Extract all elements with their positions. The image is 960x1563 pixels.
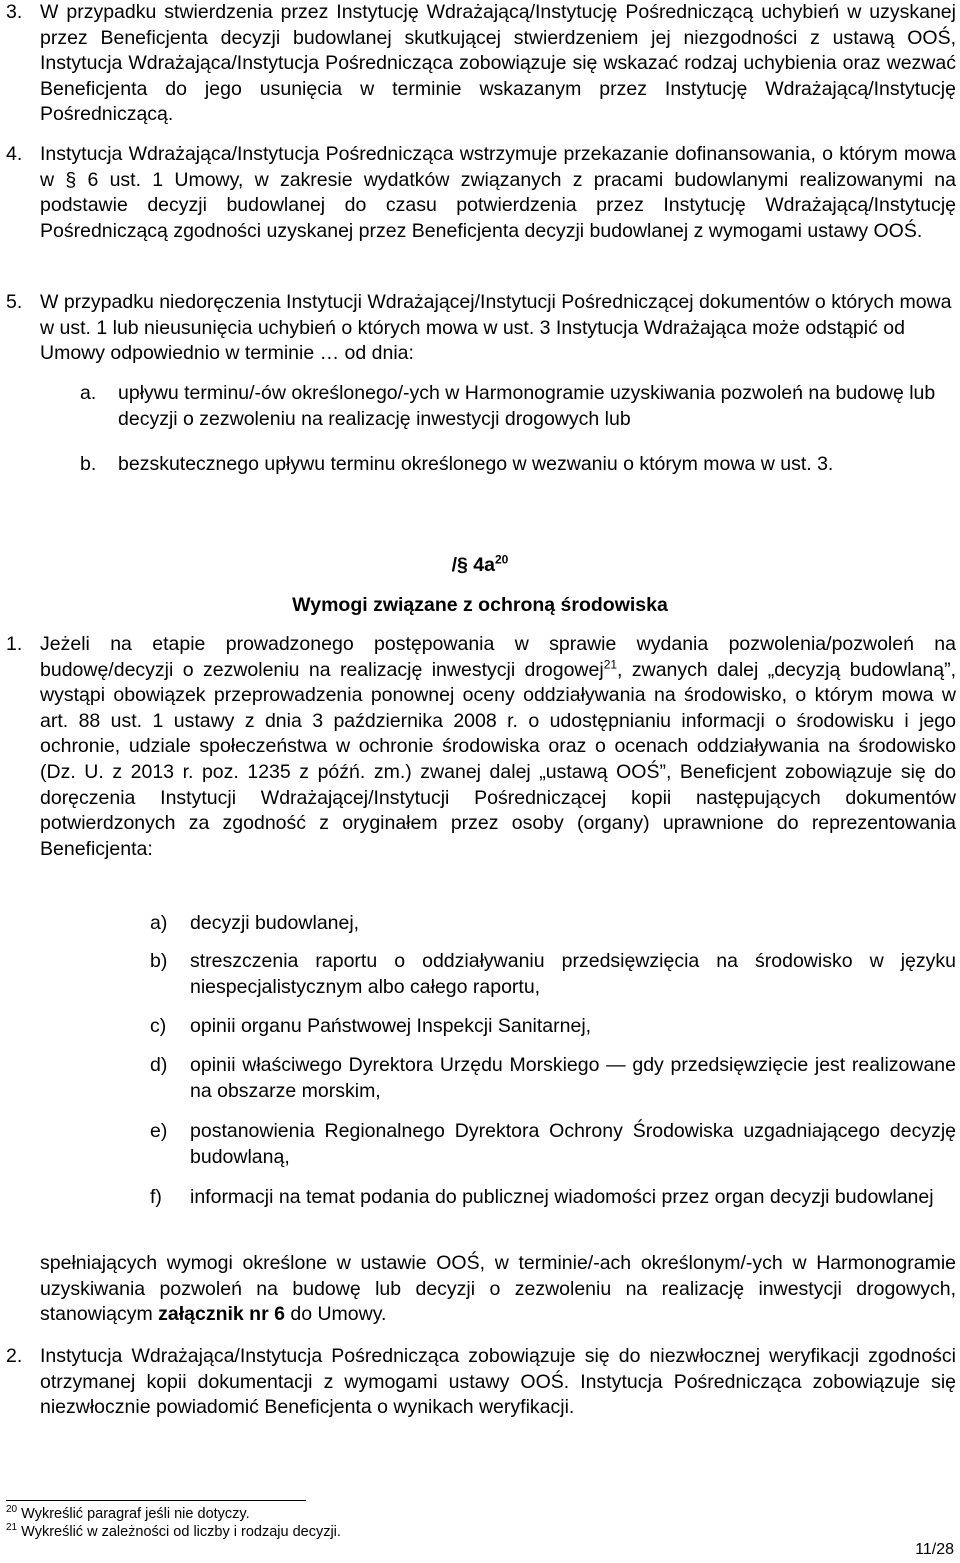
closing-paragraph bbox=[6, 1251, 956, 1328]
section-item-1 bbox=[6, 632, 956, 862]
paragraph-text: W przypadku stwierdzenia przez Instytucję Wdrażającą/Instytucję Pośredniczącą uchybień w uzyskanej przez Beneficjenta decyzji budowlanej skutkującej stwierdzeniem jej niezgodności z ustawą OOŚ, Instytucja Wdrażająca/Instytucja Pośrednicząca zobowiązuje się wskazać rodzaj uchybienia oraz wezwać Beneficjenta do jego usunięcia w terminie wskazanym przez Instytucję Wdrażającą/Instytucję Pośredniczącą. bbox=[40, 1, 956, 126]
sub-item-b bbox=[80, 452, 956, 478]
section-heading: /§ $4a^{20}$ bbox=[451, 552, 509, 576]
list-item-e: e) postanowienia Regionalnego Dyrektora Ochrony Środowiska uzgadniającego decyzję budowlaną, bbox=[150, 1120, 956, 1168]
closing-text: spełniających wymogi określone w ustawie OOŚ, w terminie/-ach określonym/-ych w Harmonogramie uzyskiwania pozwoleń na budowę lub decyzji o zezwoleniu na realizację inwestycji drogowych, stanowiącym załącznik nr 6 do Umowy. bbox=[40, 1252, 956, 1326]
paragraph-number: 4. bbox=[6, 143, 23, 165]
sub-item-text: bezskutecznego upływu terminu określonego w wezwaniu o którym mowa w ust. 3. bbox=[118, 453, 834, 475]
paragraph-text: Instytucja Wdrażająca/Instytucja Pośrednicząca zobowiązuje się do niezwłocznej weryfikacji zgodności otrzymanej kopii dokumentacji z wymogami ustawy OOŚ. Instytucja Pośrednicząca zobowiązuje się niezwłocznie powiadomić Beneficjenta o wynikach weryfikacji. bbox=[40, 1345, 956, 1419]
paragraph-number: 2. bbox=[6, 1345, 23, 1367]
footnote-ref: 20 bbox=[495, 552, 509, 567]
paragraph-3 bbox=[6, 0, 956, 128]
section-subtitle: Wymogi związane z ochroną środowiska bbox=[292, 594, 668, 616]
list-item-a: a) decyzji budowlanej, bbox=[150, 912, 360, 934]
footnote-21: $^{21}$ Wykreślić w zależności od liczby i rodzaju decyzji. bbox=[6, 1522, 341, 1540]
paragraph-number: 5. bbox=[6, 291, 23, 313]
paragraph-text: Jeżeli na etapie prowadzonego postępowania w sprawie wydania pozwolenia/pozwoleń na budowę/decyzji o zezwoleniu na realizację inwestycji drogowej$^{21}$, zwanych dalej „decyzją budowlaną”, wystąpi obowiązek przeprowadzenia ponownej oceny oddziaływania na środowisko, o którym mowa w art. 88 ust. 1 ustawy z dnia 3 października 2008 r. o udostępnianiu informacji o środowisku i jego ochronie, udziale społeczeństwa w ochronie środowiska oraz o ocenach oddziaływania na środowisko (Dz. U. z 2013 r. poz. 1235 z późń. zm.) zwanej dalej „ustawą OOŚ”, Beneficjent zobowiązuje się do doręczenia Instytucji Wdrażającej/Instytucji Pośredniczącej kopii następujących dokumentów potwierdzonych za zgodność z oryginałem przez osoby (organy) uprawnione do reprezentowania Beneficjenta: bbox=[40, 633, 956, 860]
page-number: 11/28 bbox=[915, 1541, 954, 1558]
paragraph-4 bbox=[6, 142, 956, 244]
paragraph-text: Instytucja Wdrażająca/Instytucja Pośrednicząca wstrzymuje przekazanie dofinansowania, o którym mowa w § 6 ust. 1 Umowy, w zakresie wydatków związanych z pracami budowlanymi realizowanymi na podstawie decyzji budowlanej do czasu potwierdzenia przez Instytucję Wdrażającą/Instytucję Pośredniczącą zgodności uzyskanej przez Beneficjenta decyzji budowlanej z wymogami ustawy OOŚ. bbox=[40, 143, 956, 242]
footnote-ref: 21 bbox=[603, 657, 618, 672]
sub-item-label: a. bbox=[80, 382, 97, 404]
list-item-c: c) opinii organu Państwowej Inspekcji Sanitarnej, bbox=[150, 1015, 592, 1037]
paragraph-text: W przypadku niedoręczenia Instytucji Wdrażającej/Instytucji Pośredniczącej dokumentów o których mowa w ust. 1 lub nieusunięcia uchybień o których mowa w ust. 3 Instytucja Wdrażająca może odstąpić od Umowy odpowiednio w terminie … od dnia: bbox=[40, 291, 952, 365]
list-item-b: b) streszczenia raportu o oddziaływaniu przedsięwzięcia na środowisko w języku niespecjalistycznym albo całego raportu, bbox=[150, 950, 956, 998]
sub-item-a bbox=[80, 381, 956, 432]
footnote-20: $^{20}$ Wykreślić paragraf jeśli nie dotyczy. bbox=[6, 1504, 250, 1522]
footnote-divider bbox=[6, 1500, 306, 1501]
sub-item-label: b. bbox=[80, 453, 97, 475]
list-item-d: d) opinii właściwego Dyrektora Urzędu Morskiego — gdy przedsięwzięcie jest realizowane na obszarze morskim, bbox=[150, 1054, 956, 1102]
list-item-f: f) informacji na temat podania do publicznej wiadomości przez organ decyzji budowlanej bbox=[150, 1186, 934, 1208]
section-item-2 bbox=[6, 1344, 956, 1421]
sub-item-text: upływu terminu/-ów określonego/-ych w Harmonogramie uzyskiwania pozwoleń na budowę lub decyzji o zezwoleniu na realizację inwestycji drogowych lub bbox=[118, 382, 936, 430]
paragraph-number: 1. bbox=[6, 633, 23, 655]
paragraph-number: 3. bbox=[6, 1, 23, 23]
paragraph-5 bbox=[6, 290, 956, 367]
